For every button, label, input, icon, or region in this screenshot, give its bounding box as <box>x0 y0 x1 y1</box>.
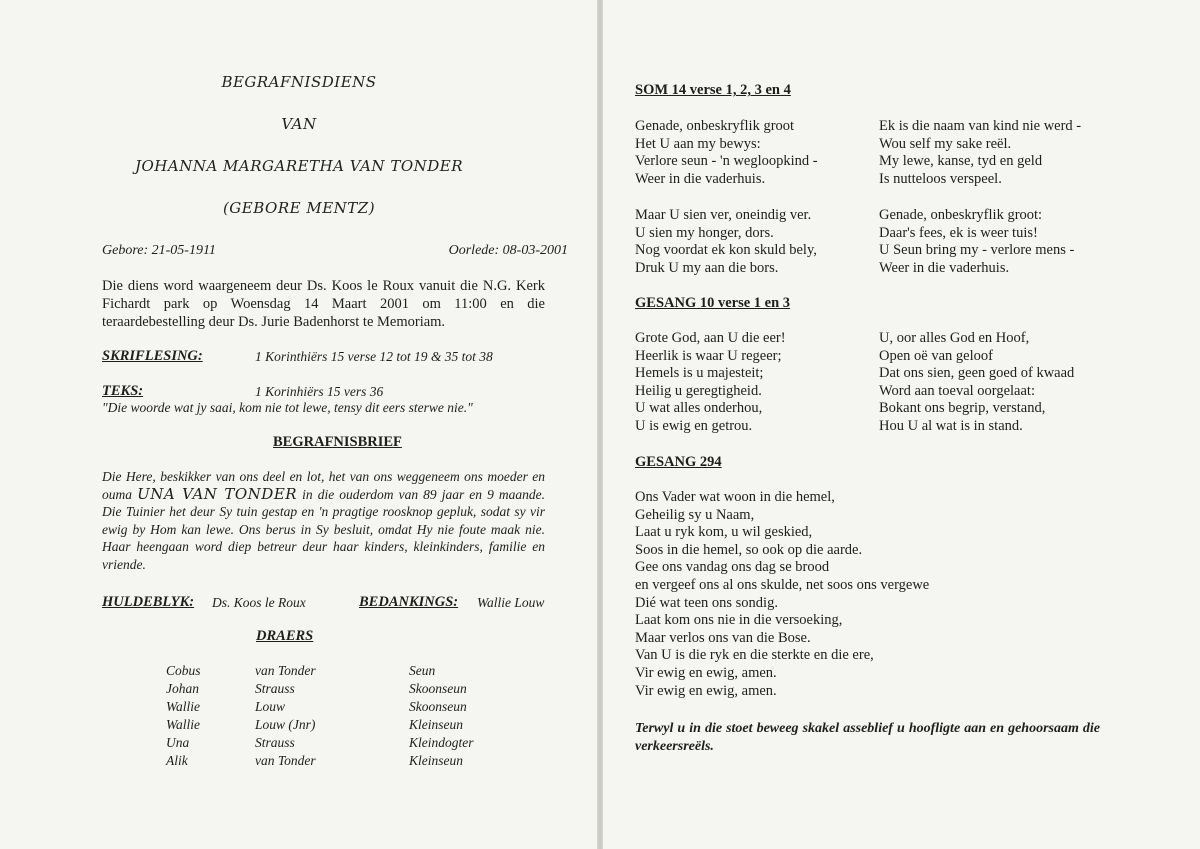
pallbearer-last: Strauss <box>255 735 295 750</box>
brief-part-1: Die Here, beskikker van ons deel en lot, het van ons weggeneem ons moeder en ouma <box>102 469 545 502</box>
skriflesing-value: 1 Korinthiërs 15 verse 12 tot 19 & 35 tot 38 <box>255 349 493 364</box>
brief-part-2: in die ouderdom van 89 jaar en 9 maande. Die Tuinier het deur Sy tuin gestap en 'n pragtige roosknop gepluk, sodat sy vir ewig by Hom kan lewe. Ons berus in Sy besluit, omdat Hy nie foute maak nie. Haar heengaan word diep betreur deur haar kinders, kleinkinders, familie en vriende. <box>102 486 546 572</box>
pallbearer-relation: Kleindogter <box>409 735 474 750</box>
closing-note: Terwyl u in die stoet beweeg skakel asseblief u hoofligte aan en gehoorsaam die verkeersreëls. <box>635 721 1100 754</box>
hymn-line: Verlore seun - 'n wegloopkind - <box>635 153 818 170</box>
hymn-line: Hemels is u majesteit; <box>635 365 764 382</box>
service-details: Die diens word waargeneem deur Ds. Koos le Roux vanuit die N.G. Kerk Fichardt park op Woensdag 14 Maart 2001 om 11:00 en die teraardebestelling deur Ds. Jurie Badenhorst te Memoriam. <box>102 278 545 330</box>
hymn-line: Is nutteloos verspeel. <box>879 170 1002 187</box>
hymn-line: Genade, onbeskryflik groot <box>635 118 795 134</box>
som14-heading: SOM 14 verse 1, 2, 3 en 4 <box>635 82 791 98</box>
gesang10-heading: GESANG 10 verse 1 en 3 <box>635 295 791 311</box>
right-page <box>603 0 1200 849</box>
pallbearer-surnames <box>255 662 316 770</box>
hymn-line: Open oë van geloof <box>879 347 993 364</box>
prayer-line: en vergeef ons al ons skulde, net soos ons vergewe <box>635 576 930 593</box>
left-page <box>0 0 598 849</box>
bedankings-label: BEDANKINGS: <box>359 594 459 610</box>
hymn-line: Heilig u geregtigheid. <box>635 382 762 399</box>
hymn-line: Grote God, aan U die eer! <box>635 330 786 346</box>
prayer-line: Gee ons vandag ons dag se brood <box>635 559 830 576</box>
pallbearer-first: Johan <box>166 681 199 696</box>
funeral-letter <box>102 468 545 574</box>
hymn-line: Hou U al wat is in stand. <box>879 417 1023 434</box>
maiden-name: (GEBORE MENTZ) <box>222 199 376 217</box>
prayer-line: Van U is die ryk en die sterkte en die ere, <box>635 647 874 664</box>
hymn-line: Dat ons sien, geen goed of kwaad <box>879 365 1075 382</box>
prayer-line: Dié wat teen ons sondig. <box>635 594 778 611</box>
draers-heading: DRAERS <box>256 628 314 644</box>
title-line-2: VAN <box>281 115 317 133</box>
pallbearer-last: Louw (Jnr) <box>255 717 316 732</box>
hymn-line: U Seun bring my - verlore mens - <box>879 242 1075 259</box>
prayer-line: Vir ewig en ewig, amen. <box>635 682 777 699</box>
brief-name: UNA VAN TONDER <box>137 484 298 503</box>
skriflesing-label: SKRIFLESING: <box>102 348 203 364</box>
brief-heading: BEGRAFNISBRIEF <box>273 434 402 450</box>
hymn-line: My lewe, kanse, tyd en geld <box>879 153 1043 170</box>
som14-col1-verse2 <box>635 207 817 277</box>
hymn-line: Het U aan my bewys: <box>635 135 761 152</box>
hymn-line: U sien my honger, dors. <box>635 224 774 241</box>
prayer-line: Geheilig sy u Naam, <box>635 506 755 523</box>
hymn-line: Nog voordat ek kon skuld bely, <box>635 242 817 259</box>
hymn-line: Daar's fees, ek is weer tuis! <box>879 224 1038 241</box>
huldeblyk-value: Ds. Koos le Roux <box>212 595 306 610</box>
gesang10-col2 <box>879 330 1074 436</box>
pallbearer-relation: Kleinseun <box>409 753 463 768</box>
pallbearer-first-names <box>166 662 201 770</box>
prayer-line: Soos in die hemel, so ook op die aarde. <box>635 541 863 558</box>
pallbearer-first: Cobus <box>166 663 201 678</box>
pallbearer-last: Louw <box>255 699 286 714</box>
teks-quote: "Die woorde wat jy saai, kom nie tot lewe, tensy dit eers sterwe nie." <box>102 400 473 415</box>
prayer-line: Maar verlos ons van die Bose. <box>635 629 811 646</box>
hymn-line: Maar U sien ver, oneindig ver. <box>635 207 812 223</box>
prayer-line: Ons Vader wat woon in die hemel, <box>635 489 835 505</box>
prayer-line: Vir ewig en ewig, amen. <box>635 664 777 681</box>
pallbearer-last: van Tonder <box>255 663 316 678</box>
teks-value: 1 Korinhiërs 15 vers 36 <box>255 384 384 399</box>
huldeblyk-label: HULDEBLYK: <box>102 594 195 610</box>
gesang10-col1 <box>635 330 786 436</box>
hymn-line: Weer in die vaderhuis. <box>635 170 766 187</box>
hymn-line: Genade, onbeskryflik groot: <box>879 207 1043 223</box>
hymn-line: Bokant ons begrip, verstand, <box>879 400 1046 417</box>
prayer-line: Laat kom ons nie in die versoeking, <box>635 612 843 629</box>
hymn-line: Heerlik is waar U regeer; <box>635 347 782 364</box>
pallbearer-last: van Tonder <box>255 753 316 768</box>
pallbearer-relation: Kleinseun <box>409 717 463 732</box>
som14-col2-verse2 <box>879 207 1074 277</box>
title-line-1: BEGRAFNISDIENS <box>221 73 377 91</box>
pallbearer-first: Una <box>166 735 190 750</box>
gesang294-heading: GESANG 294 <box>635 454 722 470</box>
hymn-line: Ek is die naam van kind nie werd - <box>879 118 1082 134</box>
hymn-line: U, oor alles God en Hoof, <box>879 330 1030 346</box>
hymn-line: U is ewig en getrou. <box>635 417 753 434</box>
pallbearer-relation: Skoonseun <box>409 699 467 714</box>
hymn-line: Wou self my sake reël. <box>879 135 1012 152</box>
birth-date: Gebore: 21-05-1911 <box>102 243 216 258</box>
som14-col1-verse1 <box>635 118 818 188</box>
deceased-name: JOHANNA MARGARETHA VAN TONDER <box>134 157 464 175</box>
pallbearer-relation: Seun <box>409 663 436 678</box>
gesang294-lines <box>635 489 929 700</box>
pallbearer-first: Wallie <box>166 699 201 714</box>
hymn-line: U wat alles onderhou, <box>635 400 763 417</box>
hymn-line: Druk U my aan die bors. <box>635 259 779 276</box>
hymn-line: Word aan toeval oorgelaat: <box>879 382 1035 399</box>
prayer-line: Laat u ryk kom, u wil geskied, <box>635 524 813 541</box>
pallbearer-first: Alik <box>166 753 188 768</box>
som14-col2-verse1 <box>879 118 1081 188</box>
pallbearer-last: Strauss <box>255 681 295 696</box>
pallbearer-relation: Skoonseun <box>409 681 467 696</box>
pallbearer-relations <box>409 662 474 770</box>
teks-label: TEKS: <box>102 383 144 399</box>
pallbearer-first: Wallie <box>166 717 201 732</box>
hymn-line: Weer in die vaderhuis. <box>879 259 1010 276</box>
death-date: Oorlede: 08-03-2001 <box>448 243 568 258</box>
bedankings-value: Wallie Louw <box>477 595 545 610</box>
